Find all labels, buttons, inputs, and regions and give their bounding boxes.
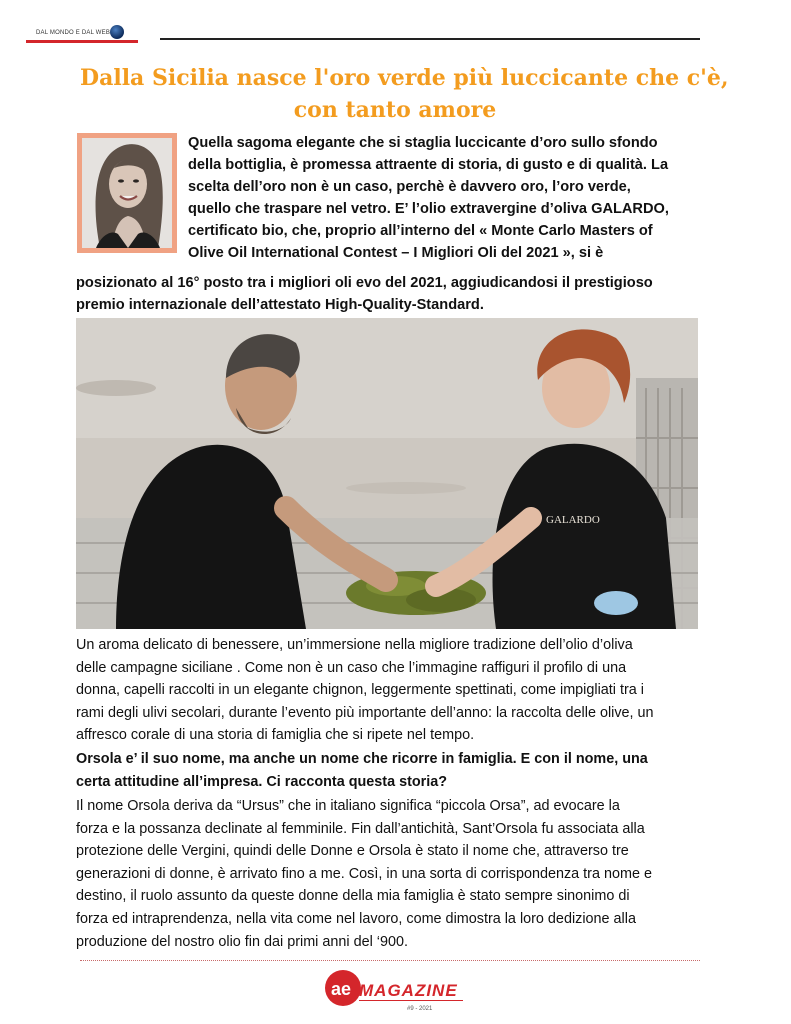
header-accent-bar: [26, 40, 138, 43]
paragraph-line: donna, capelli raccolti in un elegante chignon, leggermente spettinati, come impigliati tra i: [76, 682, 644, 699]
header-rule: [160, 38, 700, 40]
answer-line: forza e la possanza declinate al femminile. Fin dall’antichità, Sant’Orsola fu associata alla: [76, 820, 645, 837]
answer-line: generazioni di donne, è arrivato fino a me. Così, in una sorta di corrispondenza tra nome e: [76, 865, 652, 882]
article-photo: [76, 318, 698, 629]
answer-line: destino, il ruolo assunto da queste donne della mia famiglia è stato sempre sinonimo di: [76, 888, 630, 905]
answer-line: forza ed intraprendenza, nella vita come nel lavoro, come dimostra la loro dedizione alla: [76, 910, 636, 927]
answer-line: Il nome Orsola deriva da “Ursus” che in italiano significa “piccola Orsa”, ad evocare la: [76, 798, 620, 814]
intro-line: posizionato al 16° posto tra i migliori oli evo del 2021, aggiudicandosi il prestigioso: [76, 275, 653, 291]
answer-line: protezione delle Vergini, quindi delle Donne e Orsola è stato il nome che, attraverso tre: [76, 843, 629, 860]
interview-question: [76, 748, 716, 793]
logo-word-text: MAGAZINE: [359, 981, 458, 1000]
paragraph-line: affresco corale di una storia di famiglia che si ripete nel tempo.: [76, 727, 475, 744]
intro-line: premio internazionale dell’attestato High-Quality-Standard.: [76, 297, 484, 313]
shirt-logo-text: GALARDO: [546, 514, 600, 526]
question-line: Orsola e’ il suo nome, ma anche un nome che ricorre in famiglia. E con il nome, una: [76, 751, 648, 767]
footer-divider: [80, 960, 700, 961]
issue-number: #9 - 2021: [407, 1006, 433, 1012]
interview-answer: [76, 795, 716, 953]
paragraph-line: Un aroma delicato di benessere, un’immersione nella migliore tradizione dell’olio d’oliva: [76, 637, 633, 653]
intro-line: certificato bio, che, proprio all’interno del « Monte Carlo Masters of: [188, 223, 653, 239]
paragraph-line: rami degli ulivi secolari, durante l’evento più importante dell’anno: la raccolta delle olive, un: [76, 704, 654, 721]
title-line: con tanto amore: [293, 97, 497, 123]
intro-line: della bottiglia, è promessa attraente di storia, di gusto e di qualità. La: [188, 157, 669, 173]
magazine-logo: [323, 966, 471, 1014]
intro-line: scelta dell’oro non è un caso, perchè è davvero oro, l’oro verde,: [188, 179, 631, 195]
question-line: certa attitudine all’impresa. Ci racconta questa storia?: [76, 773, 448, 790]
author-portrait-frame: [77, 133, 177, 253]
article-paragraph: [76, 634, 716, 747]
globe-icon: [110, 25, 124, 39]
paragraph-line: delle campagne siciliane . Come non è un caso che l’immagine raffiguri il profilo di una: [76, 659, 627, 676]
intro-line: Olive Oil International Contest – I Migliori Oli del 2021 », si è: [188, 245, 604, 261]
article-title: [80, 62, 729, 126]
article-intro-continued: [76, 272, 716, 316]
author-portrait: [82, 138, 172, 248]
article-intro: [188, 132, 708, 264]
logo-ae-text: ae: [331, 979, 352, 999]
intro-line: quello che traspare nel vetro. E’ l’olio extravergine d’oliva GALARDO,: [188, 201, 669, 217]
intro-line: Quella sagoma elegante che si staglia luccicante d’oro sullo sfondo: [188, 135, 658, 151]
title-line: Dalla Sicilia nasce l'oro verde più luccicante che c'è,: [80, 65, 729, 91]
answer-line: produzione del nostro olio fin dai primi anni del ‘900.: [76, 933, 408, 950]
section-tag: DAL MONDO E DAL WEB: [36, 30, 111, 36]
